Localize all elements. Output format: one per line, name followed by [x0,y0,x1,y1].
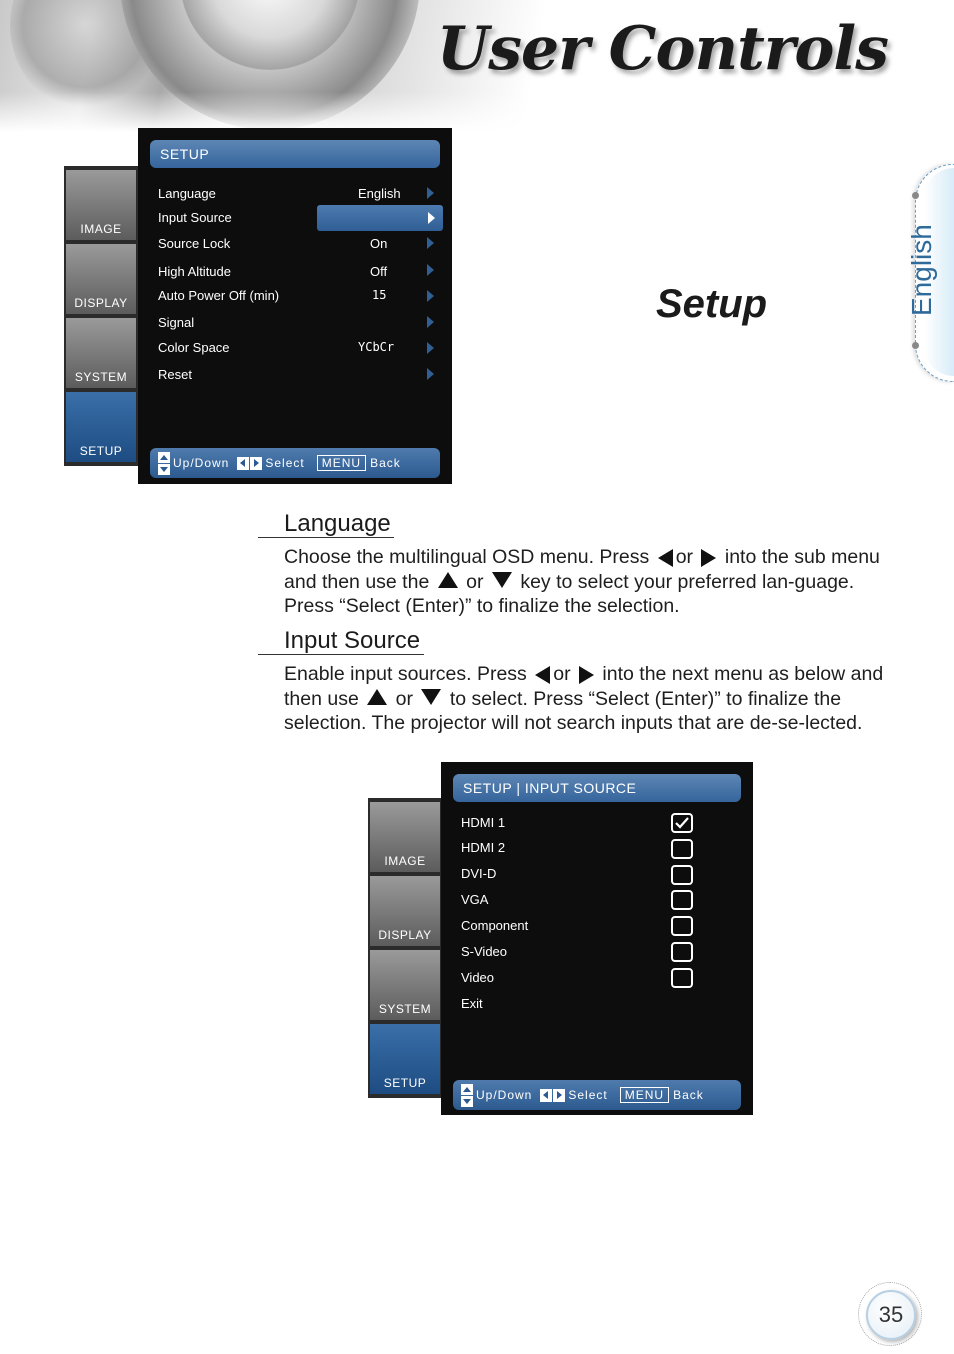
osd-sidebar [64,166,138,466]
check-icon [673,815,691,831]
osd-header: SETUP [150,140,440,168]
osd-input-source-menu [368,762,753,1115]
menu-key-icon: MENU [317,455,366,471]
left-right-icon [237,457,262,470]
heading-underline [258,654,424,655]
row-label: High Altitude [158,263,231,279]
down-arrow-icon [492,572,512,588]
right-arrow-icon [579,666,594,684]
osd-tab-label: SYSTEM [74,370,128,384]
row-value: 15 [372,288,387,302]
row-value: YCbCr [358,340,395,354]
footer-updown: Up/Down [173,456,230,470]
row-label: Exit [461,995,483,1011]
left-arrow-icon [535,666,550,684]
osd-tab-label: SETUP [79,444,123,458]
tab-dot [912,342,919,349]
source-row-video[interactable] [461,967,741,987]
osd-setup-menu [64,128,452,484]
footer-updown: Up/Down [476,1088,533,1102]
row-label: HDMI 2 [461,839,506,855]
text: or [553,663,571,685]
page-number: 35 [866,1290,916,1340]
osd-tab-label: SYSTEM [378,1002,432,1016]
osd-tab-system[interactable] [370,950,440,1020]
row-label: Video [461,969,495,985]
row-label: Auto Power Off (min) [158,287,280,303]
right-arrow-icon [701,549,716,567]
row-label: S-Video [461,943,508,959]
chevron-right-icon [427,237,434,249]
row-label: Input Source [158,209,232,225]
row-label: HDMI 1 [461,814,506,830]
checkbox[interactable] [671,916,693,936]
menu-key-icon: MENU [620,1087,669,1103]
text: or [675,546,694,568]
menu-row-signal[interactable] [158,312,438,332]
osd-tab-setup[interactable] [66,392,136,462]
source-row-dvid[interactable] [461,863,741,883]
osd-header: SETUP | INPUT SOURCE [453,774,741,802]
footer-back: Back [370,456,401,470]
menu-row-input-source[interactable] [158,207,438,227]
left-right-icon [540,1089,565,1102]
source-row-hdmi2[interactable] [461,837,741,857]
source-row-hdmi1[interactable] [461,812,741,832]
up-arrow-icon [438,572,458,588]
section-title: Setup [656,282,768,326]
footer-select: Select [568,1088,608,1102]
text: Enable input sources. Press [284,663,527,685]
osd-panel [441,762,753,1115]
row-label: Source Lock [158,235,231,251]
checkbox[interactable] [671,839,693,859]
osd-tab-display[interactable] [66,244,136,314]
input-source-heading: Input Source [284,627,421,654]
page-title: User Controls [436,14,888,84]
osd-footer [453,1080,741,1110]
checkbox[interactable] [671,942,693,962]
checkbox[interactable] [671,865,693,885]
osd-tab-label: DISPLAY [74,296,128,310]
osd-tab-setup[interactable] [370,1024,440,1094]
menu-row-reset[interactable] [158,364,438,384]
osd-tab-image[interactable] [66,170,136,240]
chevron-right-icon [427,342,434,354]
osd-tab-label: SETUP [383,1076,427,1090]
row-label: VGA [461,891,489,907]
text: or [466,570,484,593]
footer-select: Select [265,456,305,470]
menu-row-high-altitude[interactable] [158,261,438,281]
menu-row-source-lock[interactable] [158,233,438,253]
chevron-right-icon [427,264,434,276]
heading-underline [258,537,394,538]
checkbox[interactable] [671,890,693,910]
chevron-right-icon [427,316,434,328]
source-row-component[interactable] [461,915,741,935]
row-label: Component [461,917,529,933]
left-arrow-icon [658,549,673,567]
osd-tab-label: DISPLAY [378,928,432,942]
text: into the sub menu and then use the [284,546,880,593]
up-down-icon [158,452,170,475]
osd-tab-label: IMAGE [80,222,122,236]
language-paragraph [284,545,884,619]
chevron-right-icon [427,290,434,302]
source-row-exit[interactable] [461,993,741,1013]
input-source-paragraph [284,662,884,736]
up-arrow-icon [367,689,387,705]
chevron-right-icon [427,368,434,380]
header-fade [0,92,954,132]
source-row-svideo[interactable] [461,941,741,961]
chevron-right-icon [427,187,434,199]
row-value: English [358,185,401,201]
text: into the next menu as below and then use [284,663,884,710]
source-row-vga[interactable] [461,889,741,909]
row-label: Signal [158,314,195,330]
tab-dot [912,192,919,199]
row-value: On [370,235,388,251]
row-label: DVI-D [461,865,497,881]
text: key to select your preferred lan-guage. Press “Select (Enter)” to finalize the selection. [284,570,855,617]
osd-panel [138,128,452,484]
down-arrow-icon [421,689,441,705]
footer-back: Back [673,1088,704,1102]
checkbox-checked[interactable] [671,813,693,833]
osd-sidebar [368,798,442,1098]
text: Choose the multilingual OSD menu. Press [284,546,650,568]
row-value: Off [370,263,388,279]
osd-tab-display[interactable] [370,876,440,946]
osd-tab-image[interactable] [370,802,440,872]
row-label: Reset [158,366,192,382]
checkbox[interactable] [671,968,693,988]
menu-row-color-space[interactable] [158,337,438,357]
osd-tab-system[interactable] [66,318,136,388]
text: to select. Press “Select (Enter)” to finalize the selection. The projector will not search inputs that are de-se-lected. [284,687,863,734]
osd-footer [150,448,440,478]
text: or [395,687,413,710]
osd-tab-label: IMAGE [384,854,426,868]
language-heading: Language [284,510,391,537]
up-down-icon [461,1084,473,1107]
menu-row-language[interactable] [158,183,438,203]
menu-row-auto-power-off[interactable] [158,285,438,305]
language-tab-label: English [906,224,937,316]
row-label: Language [158,185,216,201]
row-label: Color Space [158,339,230,355]
